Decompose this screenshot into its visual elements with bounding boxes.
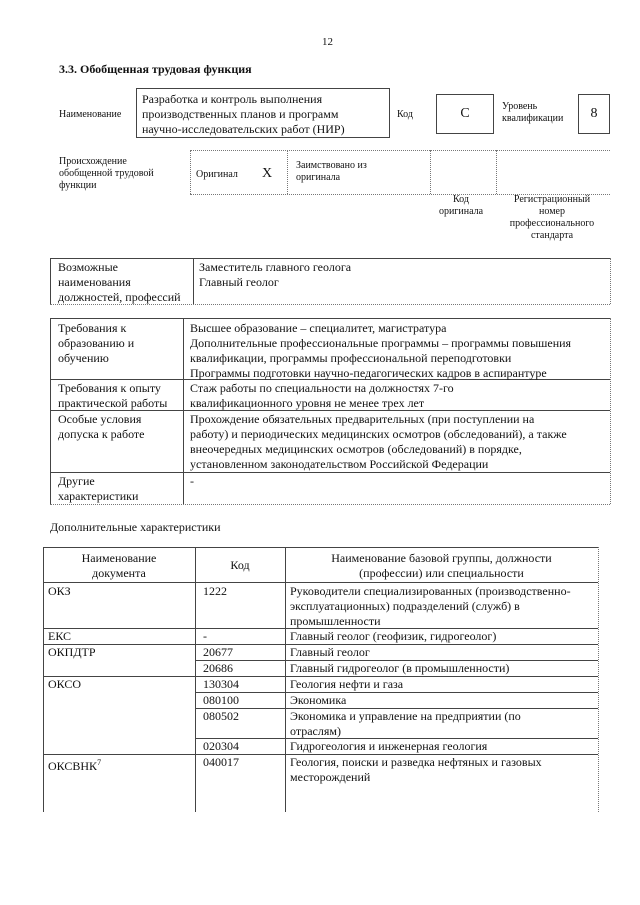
table-row-doc: ОКСВНК$^7$: [48, 758, 102, 773]
req-education-values: Высшее образование – специалитет, магистратура Дополнительные профессиональные программы – программы повышения квалификации, программы профессиональной переподготовки Программы подготовки научно-педагогических кадров в аспирантуре: [190, 321, 572, 380]
req-bottom-line: [50, 504, 610, 505]
table-row-name: Экономика и управление на предприятии (по отраслям): [290, 709, 521, 738]
table-row-name: Главный геолог (геофизик, гидрогеолог): [290, 629, 497, 643]
footnote-mark: 7: [97, 758, 102, 767]
level-value: 8: [590, 106, 598, 121]
table-row-name: Геология, поиски и разведка нефтяных и газовых месторождений: [290, 755, 542, 784]
col-header-code: Код: [230, 558, 250, 572]
positions-left-line: [50, 258, 51, 304]
original-mark: Х: [262, 166, 273, 181]
req-other-values: -: [190, 474, 194, 488]
req-access-label: Особые условия допуска к работе: [58, 412, 145, 441]
col-header-doc: Наименование документа: [81, 551, 157, 580]
req-right-line: [610, 318, 611, 504]
req-access-values: Прохождение обязательных предварительных (при поступлении на работу) и периодических медицинских осмотров (обследований), а также внеочередных медицинских осмотров (обследований) в порядке, установленном законодательством Российской Федерации: [190, 412, 567, 471]
table-row-code: 080100: [203, 693, 239, 707]
table-row-name: Экономика: [290, 693, 347, 707]
table-row-doc: ОКСО: [48, 677, 82, 691]
table-row-name: Гидрогеология и инженерная геология: [290, 739, 488, 753]
req-mid-line: [183, 318, 184, 504]
positions-top-line: [50, 258, 610, 259]
table-row-name: Руководители специализированных (производственно- эксплуатационных) подразделений (служб) в промышленности: [290, 584, 571, 628]
add-table-right-line: [598, 547, 599, 812]
req-experience-label: Требования к опыту практической работы: [58, 381, 168, 410]
table-row-code: 20677: [203, 645, 233, 659]
code-original-caption: Код оригинала: [438, 194, 484, 217]
positions-label: Возможные наименования должностей, профессий: [58, 260, 181, 304]
req-top-line: [50, 318, 610, 319]
additional-title: Дополнительные характеристики: [50, 520, 221, 534]
table-row-doc: ОКЗ: [48, 584, 71, 598]
origin-divider-4: [496, 150, 497, 194]
add-table-col2-line: [285, 547, 286, 812]
origin-divider-1: [190, 150, 191, 194]
req-left-line: [50, 318, 51, 504]
original-label: Оригинал: [196, 169, 238, 180]
origin-divider-3: [430, 150, 431, 194]
positions-mid-line: [193, 258, 194, 304]
borrowed-label: Заимствовано из оригинала: [296, 160, 367, 183]
req-divider-3: [50, 472, 610, 473]
table-row-code: 040017: [203, 755, 239, 769]
page-number: 12: [322, 36, 333, 48]
table-row-name: Главный геолог: [290, 645, 370, 659]
table-row-doc: ОКПДТР: [48, 645, 96, 659]
table-row-doc: ЕКС: [48, 629, 72, 643]
col-header-name: Наименование базовой группы, должности (профессии) или специальности: [331, 551, 552, 580]
table-row-code: 020304: [203, 739, 239, 753]
positions-values: Заместитель главного геолога Главный геолог: [199, 260, 352, 289]
req-other-label: Другие характеристики: [58, 474, 139, 503]
table-row-code: 20686: [203, 661, 233, 675]
table-row-code: 080502: [203, 709, 239, 723]
origin-divider-2: [287, 150, 288, 194]
req-education-label: Требования к образованию и обучению: [58, 321, 135, 365]
code-label: Код: [397, 109, 413, 120]
table-row-code: 130304: [203, 677, 239, 691]
table-row-name: Главный гидрогеолог (в промышленности): [290, 661, 510, 675]
req-experience-values: Стаж работы по специальности на должностях 7-го квалификационного уровня не менее трех лет: [190, 381, 454, 410]
add-table-col1-line: [195, 547, 196, 812]
add-row-line-5: [195, 692, 598, 693]
origin-top-line: [190, 150, 610, 151]
table-row-name: Геология нефти и газа: [290, 677, 404, 691]
code-value: С: [460, 106, 470, 121]
add-table-top-line: [43, 547, 598, 548]
origin-label: Происхождение обобщенной трудовой функции: [59, 156, 154, 191]
add-table-left-line: [43, 547, 44, 812]
level-label: Уровень квалификации: [502, 101, 564, 124]
table-row-code: 1222: [203, 584, 227, 598]
reg-number-caption: Регистрационный номер профессионального стандарта: [509, 194, 595, 241]
name-label: Наименование: [59, 109, 122, 120]
add-header-bottom-line: [43, 582, 598, 583]
section-title: 3.3. Обобщенная трудовая функция: [59, 62, 252, 76]
table-row-code: -: [203, 629, 207, 643]
positions-right-line: [610, 258, 611, 304]
name-value: Разработка и контроль выполнения производственных планов и программ научно-исследовательских работ (НИР): [142, 92, 345, 136]
